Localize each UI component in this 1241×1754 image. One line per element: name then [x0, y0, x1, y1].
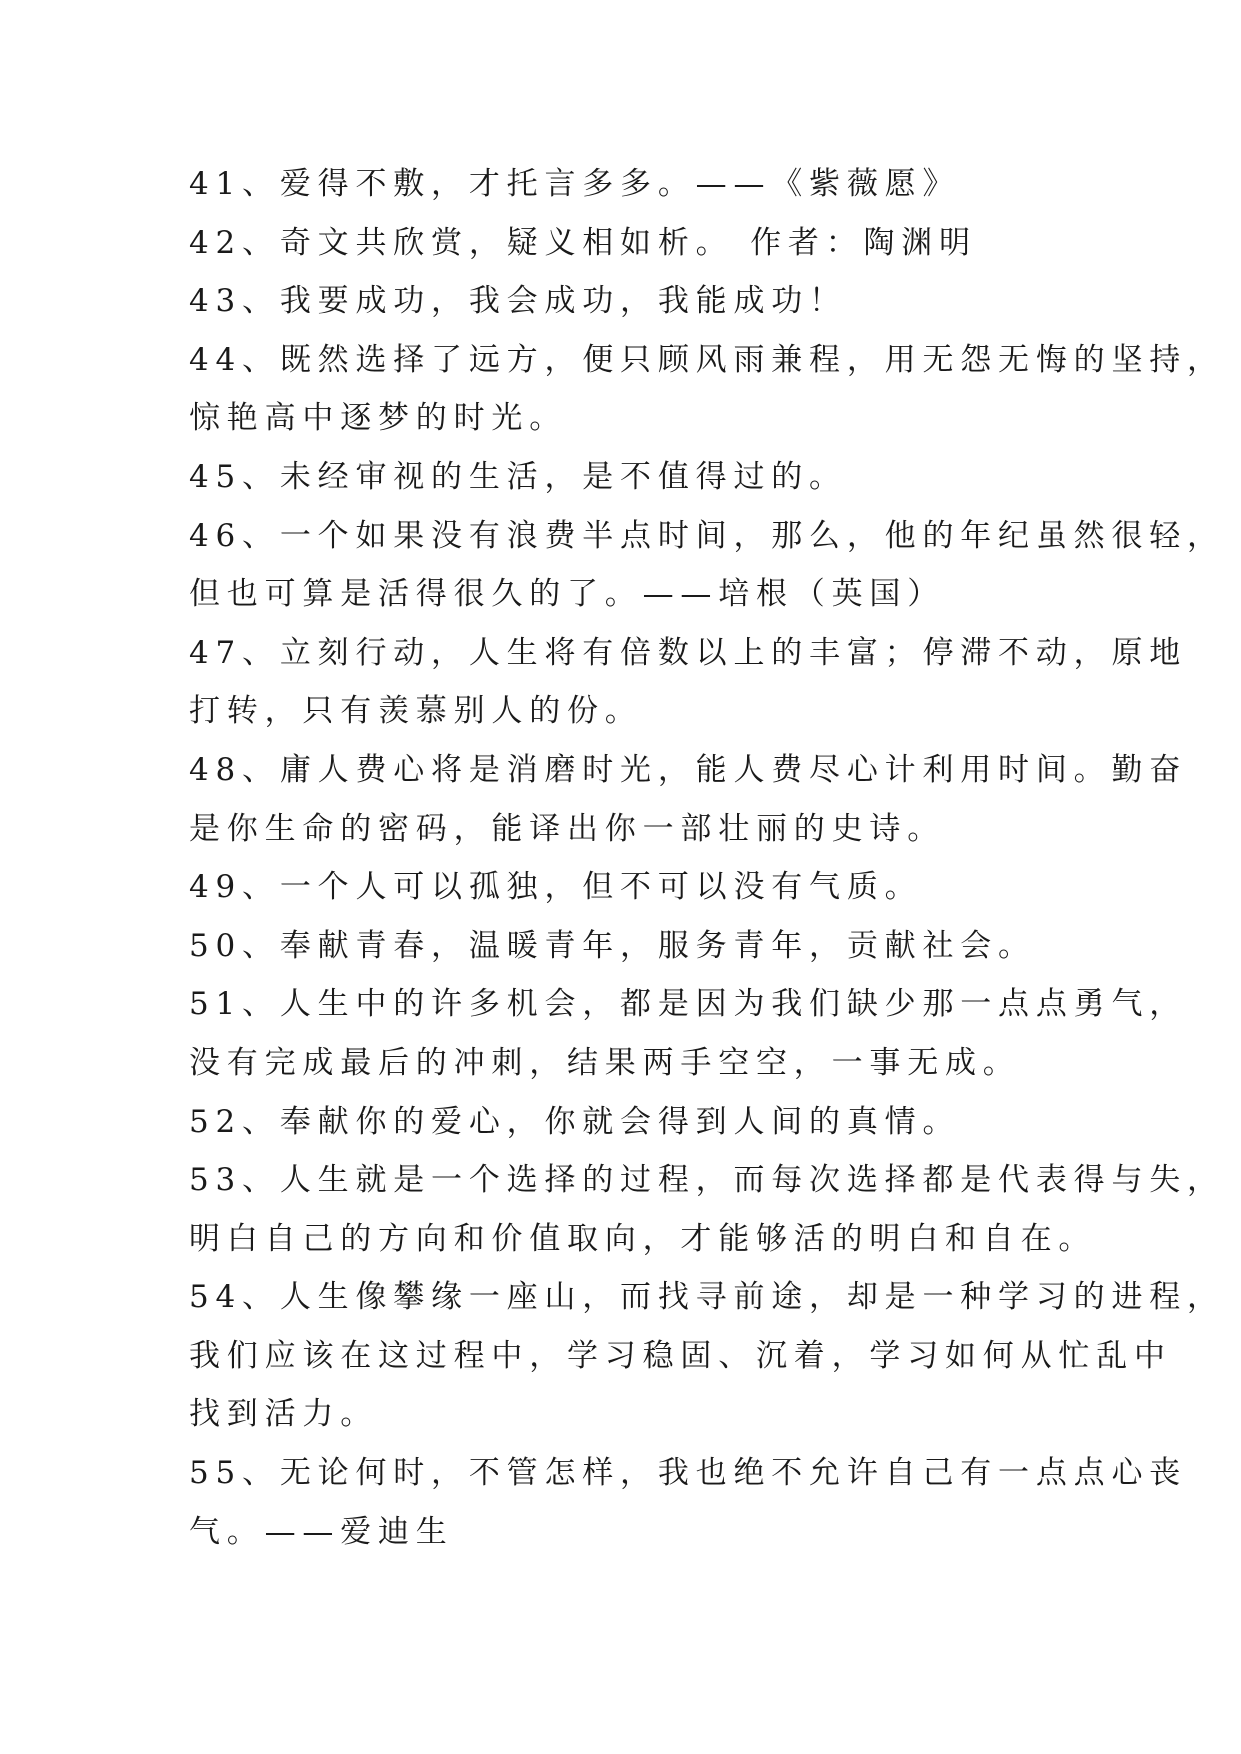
quote-line: 41、爱得不敷，才托言多多。——《紫薇愿》	[189, 166, 961, 202]
quote-line: 53、人生就是一个选择的过程，而每次选择都是代表得与失，	[189, 1162, 1225, 1199]
quote-line: 是你生命的密码，能译出你一部壮丽的史诗。	[189, 810, 945, 847]
quote-list	[189, 155, 1225, 1561]
quote-line: 明白自己的方向和价值取向，才能够活的明白和自在。	[189, 1220, 1097, 1257]
quote-line: 没有完成最后的冲刺，结果两手空空，一事无成。	[189, 1044, 1021, 1081]
quote-line: 52、奉献你的爱心，你就会得到人间的真情。	[189, 1103, 961, 1140]
quote-line: 打转，只有羡慕别人的份。	[189, 693, 643, 730]
quote-line: 43、我要成功，我会成功，我能成功！	[189, 283, 847, 320]
quote-line: 48、庸人费心将是消磨时光，能人费尽心计利用时间。勤奋	[189, 751, 1188, 788]
quote-line: 47、立刻行动，人生将有倍数以上的丰富；停滞不动，原地	[189, 634, 1188, 671]
quote-line: 找到活力。	[189, 1396, 378, 1433]
quote-line: 42、奇文共欣赏，疑义相如析。 作者：陶渊明	[189, 224, 977, 261]
quote-line: 51、人生中的许多机会，都是因为我们缺少那一点点勇气，	[189, 986, 1188, 1023]
quote-line: 54、人生像攀缘一座山，而找寻前途，却是一种学习的进程，	[189, 1279, 1225, 1316]
quote-line: 我们应该在这过程中，学习稳固、沉着，学习如何从忙乱中	[189, 1337, 1172, 1374]
quote-line: 45、未经审视的生活，是不值得过的。	[189, 458, 847, 495]
quote-line: 46、一个如果没有浪费半点时间，那么，他的年纪虽然很轻，	[189, 517, 1225, 554]
quote-line: 气。——爱迪生	[189, 1513, 454, 1550]
quote-line: 55、无论何时，不管怎样，我也绝不允许自己有一点点心丧	[189, 1455, 1188, 1492]
quote-line: 44、既然选择了远方，便只顾风雨兼程，用无怨无悔的坚持，	[189, 341, 1225, 378]
quote-line: 49、一个人可以孤独，但不可以没有气质。	[189, 869, 923, 906]
quote-line: 但也可算是活得很久的了。——培根（英国）	[189, 576, 945, 613]
quote-line: 惊艳高中逐梦的时光。	[189, 400, 567, 437]
quote-line: 50、奉献青春，温暖青年，服务青年，贡献社会。	[189, 927, 1036, 964]
